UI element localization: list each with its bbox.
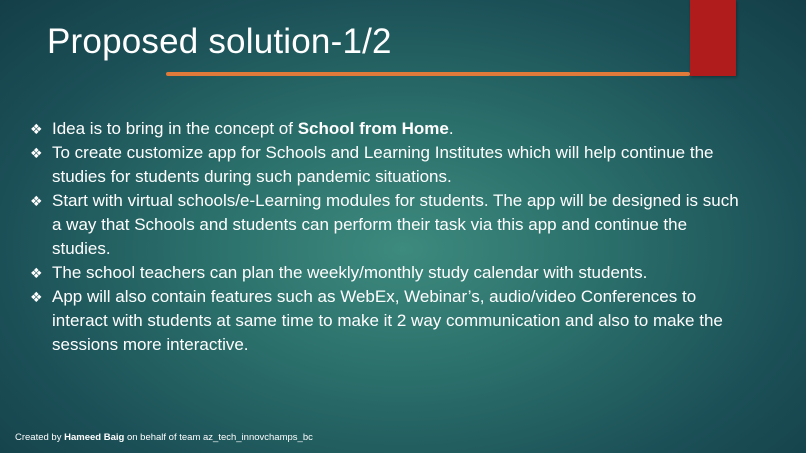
- diamond-bullet-icon: ❖: [30, 265, 43, 281]
- red-accent-tab: [690, 0, 736, 76]
- diamond-bullet-icon: ❖: [30, 193, 43, 209]
- footer-prefix: Created by: [15, 432, 65, 443]
- bullet-list: [30, 117, 750, 357]
- footer-author: Hameed Baig: [64, 432, 125, 443]
- slide-title: Proposed solution-1/2: [47, 22, 392, 61]
- bullet-text: App will also contain features such as WebEx, Webinar’s, audio/video Conferences to interact with students at same time to make it 2 way communication and also to make the sessions more interactive.: [52, 287, 723, 354]
- diamond-bullet-icon: ❖: [30, 289, 43, 305]
- bullet-text: Start with virtual schools/e-Learning modules for students. The app will be designed is such a way that Schools and students can perform their task via this app and continue the studies.: [52, 191, 739, 258]
- bullet-text-end: .: [448, 119, 454, 138]
- bullet-item: [30, 261, 750, 285]
- bullet-item: [30, 117, 750, 141]
- bullet-text: The school teachers can plan the weekly/monthly study calendar with students.: [52, 263, 648, 282]
- footer-suffix: on behalf of team az_tech_innovchamps_bc: [124, 432, 313, 443]
- title-underline: [166, 72, 690, 76]
- bullet-item: [30, 141, 750, 189]
- footer-credit: [15, 432, 313, 443]
- diamond-bullet-icon: ❖: [30, 121, 43, 137]
- bullet-text: To create customize app for Schools and Learning Institutes which will help continue the studies for students during such pandemic situations.: [52, 143, 714, 186]
- bullet-bold-text: School from Home: [297, 119, 449, 138]
- bullet-item: [30, 189, 750, 261]
- bullet-text: Idea is to bring in the concept of: [52, 119, 298, 138]
- diamond-bullet-icon: ❖: [30, 145, 43, 161]
- bullet-item: [30, 285, 750, 357]
